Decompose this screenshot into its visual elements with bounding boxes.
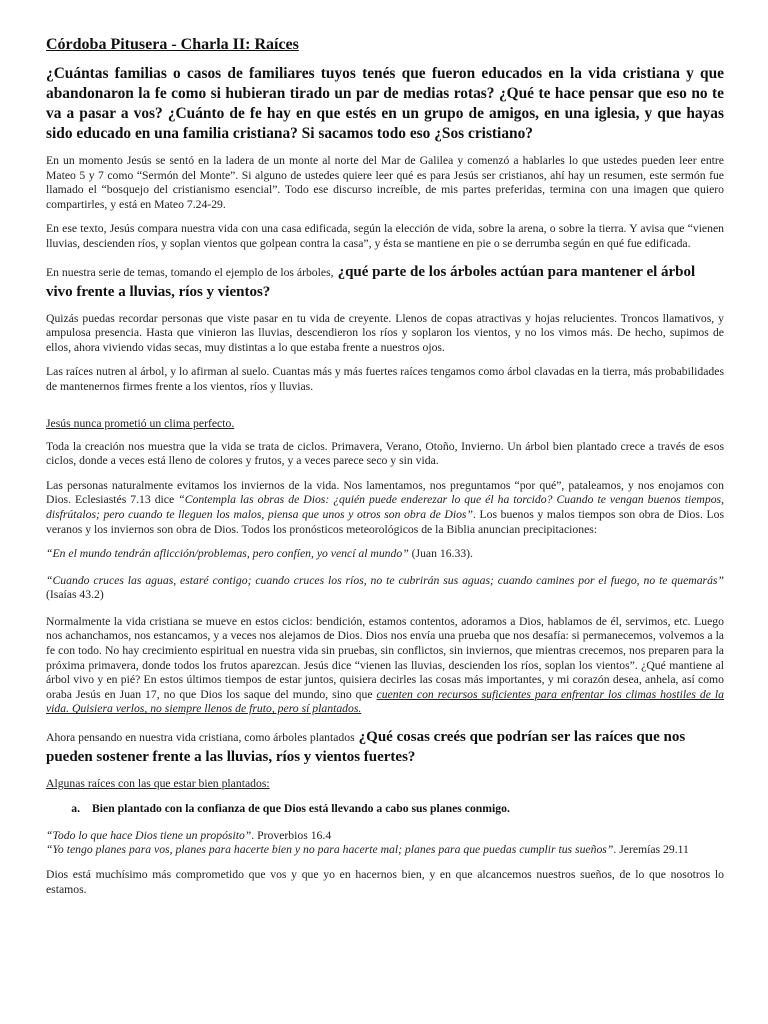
quote-john-ref: (Juan 16.33). — [408, 547, 473, 561]
winters-text-b: . Los buenos y malos tiempos son obra de Dios. Los veranos y los inviernos son obra de Dios. Todos los pronósticos meteorológicos de la Biblia anuncian precipitaciones: — [46, 507, 725, 536]
quote-john — [46, 547, 724, 562]
christian-cycles-underlined: cuenten con recursos suficientes para enfrentar los climas hostiles de la vida. Quisiera verlos, no siempre llenos de fruto, pero sí plantados. — [46, 687, 724, 716]
list-item-text: Bien plantado con la confianza de que Dios está llevando a cabo sus planes conmigo. — [92, 802, 510, 816]
proverbs-quote: “Todo lo que hace Dios tiene un propósito” — [46, 829, 252, 843]
winters-text-a: Las personas naturalmente evitamos los inviernos de la vida. Nos lamentamos, nos preguntamos “por qué”, pataleamos, y nos enojamos con Dios. Eclesiastés 7.13 dice — [46, 478, 724, 507]
paragraph-cycles: Toda la creación nos muestra que la vida se trata de ciclos. Primavera, Verano, Otoño, Invierno. Un árbol bien plantado crece a través de esos ciclos, donde a veces está lleno de colores y frutos, y a veces parece seco y sin vida. — [46, 439, 724, 468]
bible-references — [46, 829, 724, 856]
list-item-a — [46, 802, 724, 815]
lead-question: ¿Cuántas familias o casos de familiares tuyos tenés que fueron educados en la vida cristiana y que abandonaron la fe como si hubieran tirado un par de medias rotas? ¿Qué te hace pensar que eso no te va a pasar a vos? ¿Cuánto de fe hay en que estés en un grupo de amigos, en una iglesia, y que hayas sido educado en una familia cristiana? Si sacamos todo eso ¿Sos cristiano? — [46, 65, 724, 142]
jeremiah-ref: . Jeremías 29.11 — [613, 842, 689, 856]
tree-question-highlight: ¿qué parte de los árboles actúan para mantener el árbol vivo frente a lluvias, ríos y vientos? — [46, 263, 696, 300]
paragraph-tree-question — [46, 262, 724, 302]
proverbs-ref: . Proverbios 16.4 — [251, 829, 332, 843]
quote-isaiah-ref: (Isaías 43.2) — [46, 588, 104, 602]
roots-question-highlight: ¿Qué cosas creés que podrían ser las raíces que nos pueden sostener frente a las lluvias, ríos y vientos fuertes? — [46, 729, 686, 766]
paragraph-believers-memory: Quizás puedas recordar personas que viste pasar en tu vida de creyente. Llenos de copas atractivas y hojas relucientes. Troncos llamativos, y ampulosa presencia. Hasta que vinieron las lluvias, descendieron los ríos y soplaron los vientos, y no los vimos más. De hecho, supimos de ellos, ahora viviendo vidas secas, muy distintas a lo que estaba frente a nuestros ojos. — [46, 311, 724, 354]
paragraph-roots-nourish: Las raíces nutren al árbol, y lo afirman al suelo. Cuantas más y más fuertes raíces tengamos como árbol clavadas en la tierra, más probabilidades de mantenernos firmes frente a los vientos, ríos y lluvias. — [46, 365, 724, 393]
jeremiah-quote: “Yo tengo planes para vos, planes para hacerte bien y no para hacerte mal; planes para que puedas cumplir tus sueños” — [46, 842, 614, 856]
paragraph-roots-question — [46, 727, 724, 767]
quote-isaiah — [46, 574, 724, 603]
tree-question-intro: En nuestra serie de temas, tomando el ejemplo de los árboles, — [46, 265, 334, 279]
section-heading-roots-list: Algunas raíces con las que estar bien plantados: — [46, 777, 270, 791]
quote-isaiah-text: “Cuando cruces las aguas, estaré contigo; cuando cruces los ríos, no te cubrirán sus aguas; cuando camines por el fuego, no te quemarás” — [46, 573, 724, 587]
ecclesiastes-quote: “Contempla las obras de Dios: ¿quién puede enderezar lo que él ha torcido? Cuando te vengan buenos tiempos, disfrútalos; pero cuando te lleguen los malos, piensa que unos y otros son obra de Dios” — [46, 493, 725, 521]
roots-question-intro: Ahora pensando en nuestra vida cristiana, como árboles plantados — [46, 731, 355, 745]
page-title: Córdoba Pitusera - Charla II: Raíces — [46, 36, 299, 53]
paragraph-house-comparison: En ese texto, Jesús compara nuestra vida con una casa edificada, según la elección de vida, sobre la arena, o sobre la tierra. Y avisa que “vienen lluvias, descienden ríos, y soplan vientos que golpean contra la casa”, y ésta se mantiene en pie o se derrumba según en qué fue edificada. — [46, 222, 724, 250]
paragraph-winters — [46, 479, 724, 537]
paragraph-god-committed: Dios está muchísimo más comprometido que vos y que yo en hacernos bien, y en que alcancemos nuestros sueños, de lo que nosotros lo estamos. — [46, 868, 724, 896]
section-heading-perfect-climate: Jesús nunca prometió un clima perfecto. — [46, 416, 235, 430]
paragraph-sermon-intro: En un momento Jesús se sentó en la ladera de un monte al norte del Mar de Galilea y comenzó a hablarles lo que ustedes pueden leer entre Mateo 5 y 7 como “Sermón del Monte”. Si alguno de ustedes quiere leer qué es para Jesús ser cristianos, ahí hay un resumen, este sermón fue llamado el “bosquejo del cristianismo esencial”. Todo ese discurso increíble, de mis partes preferidas, termina con una imagen que quiero compartirles, y está en Mateo 7.24-29. — [46, 154, 724, 211]
quote-john-text: “En el mundo tendrán aflicción/problemas, pero confíen, yo vencí al mundo” — [46, 547, 409, 561]
paragraph-christian-cycles — [46, 615, 724, 717]
list-item-letter: a. — [71, 802, 80, 816]
christian-cycles-text: Normalmente la vida cristiana se mueve en estos ciclos: bendición, estamos contentos, adoramos a Dios, hablamos de él, servimos, etc. Luego nos achanchamos, nos estancamos, y a veces nos alejamos de Dios. Dios nos envía una prueba que nos desafía: si permanecemos, volvemos a la fe con todo. No hay crecimiento espiritual en nuestra vida sin pruebas, sin conflictos, sin inviernos, que mientras crecemos, nos preparen para la próxima primavera, donde todos los frutos aparezcan. Jesús dice “vienen las lluvias, descienden los ríos, soplan los vientos”. ¿Qué mantiene al árbol vivo y en pié? En estos últimos tiempos de estar juntos, quisiera decirles las cosas más importantes, y mi corazón desea, anhela, así como oraba Jesús en Juan 17, no que Dios los saque del mundo, sino que — [46, 614, 724, 701]
